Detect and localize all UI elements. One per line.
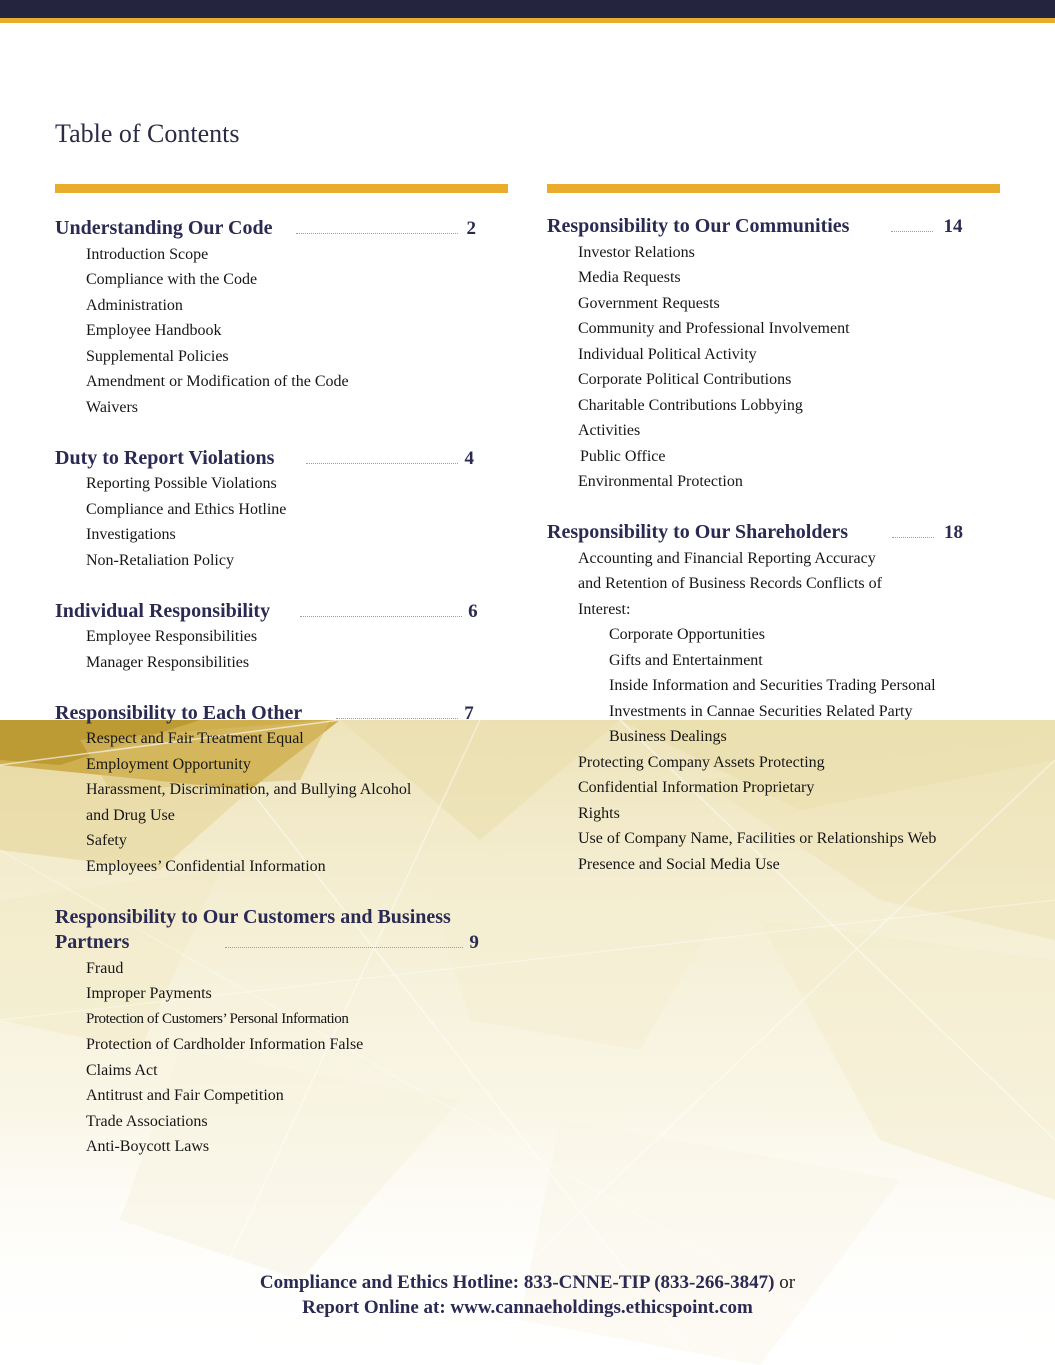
- section-page-number: 6: [468, 600, 478, 622]
- toc-item[interactable]: Compliance with the Code: [86, 271, 258, 288]
- toc-item[interactable]: Introduction Scope: [86, 245, 209, 263]
- toc-item[interactable]: Improper Payments: [86, 985, 212, 1002]
- toc-item[interactable]: Government Requests: [578, 294, 720, 312]
- toc-item[interactable]: Individual Political Activity: [578, 345, 757, 363]
- toc-item[interactable]: Reporting Possible Violations: [86, 475, 277, 492]
- section-page-number: 2: [466, 218, 476, 239]
- toc-section-duty-to-report: [55, 446, 485, 574]
- online-report-link[interactable]: Report Online at: www.cannaeholdings.ethicspoint.com: [302, 1297, 753, 1318]
- toc-item[interactable]: Use of Company Name, Facilities or Relationships Web: [578, 830, 937, 847]
- section-title[interactable]: Responsibility to Our Communities: [547, 215, 850, 237]
- toc-item[interactable]: Public Office: [580, 447, 666, 465]
- toc-item[interactable]: Corporate Political Contributions: [578, 371, 792, 388]
- toc-section-each-other: [55, 701, 485, 880]
- toc-item[interactable]: Rights: [578, 804, 620, 822]
- toc-item[interactable]: Non-Retaliation Policy: [86, 551, 234, 569]
- toc-subitem[interactable]: Corporate Opportunities: [609, 626, 765, 643]
- section-title[interactable]: Responsibility to Our Shareholders: [547, 521, 848, 543]
- toc-item[interactable]: Investigations: [86, 526, 176, 543]
- toc-section-individual-responsibility: [55, 599, 485, 676]
- toc-item[interactable]: Trade Associations: [86, 1112, 208, 1130]
- toc-item[interactable]: Environmental Protection: [578, 473, 743, 490]
- section-title[interactable]: Responsibility to Our Customers and Business: [55, 905, 451, 928]
- toc-section-shareholders: [547, 520, 977, 877]
- toc-item[interactable]: Claims Act: [86, 1061, 158, 1079]
- toc-item[interactable]: Charitable Contributions Lobbying: [578, 396, 803, 414]
- hotline-line: [0, 1270, 1055, 1295]
- toc-item[interactable]: Community and Professional Involvement: [578, 320, 850, 337]
- toc-section-heading[interactable]: [547, 214, 977, 240]
- toc-section-heading[interactable]: [55, 701, 485, 727]
- toc-item[interactable]: Investor Relations: [578, 243, 695, 261]
- toc-section-heading[interactable]: [55, 905, 485, 931]
- toc-item[interactable]: Respect and Fair Treatment Equal: [86, 730, 304, 747]
- toc-section-heading[interactable]: [55, 216, 485, 242]
- toc-item[interactable]: Activities: [578, 422, 641, 439]
- toc-right-column: [547, 214, 977, 903]
- section-page-number: 14: [943, 216, 963, 237]
- toc-item[interactable]: Protection of Customers’ Personal Information: [86, 1010, 349, 1027]
- toc-item[interactable]: Presence and Social Media Use: [578, 855, 780, 873]
- toc-section-heading[interactable]: [55, 599, 485, 625]
- toc-subitem[interactable]: Gifts and Entertainment: [609, 651, 763, 669]
- left-gold-rule: [55, 184, 508, 193]
- section-page-number: 9: [469, 932, 479, 953]
- or-text: or: [779, 1272, 796, 1293]
- section-title[interactable]: Duty to Report Violations: [55, 446, 275, 469]
- toc-item[interactable]: Fraud: [86, 959, 124, 977]
- toc-section-customers-partners: [55, 905, 485, 1160]
- toc-item[interactable]: Amendment or Modification of the Code: [86, 373, 349, 390]
- toc-item[interactable]: Employment Opportunity: [86, 755, 251, 773]
- page-title: Table of Contents: [55, 119, 240, 148]
- toc-subitem[interactable]: Inside Information and Securities Trading Personal: [609, 677, 936, 694]
- toc-item[interactable]: Protection of Cardholder Information False: [86, 1036, 364, 1053]
- toc-section-communities: [547, 214, 977, 495]
- dot-leader: [300, 616, 462, 617]
- section-page-number: 4: [464, 447, 474, 469]
- toc-item[interactable]: Administration: [86, 296, 183, 314]
- toc-item[interactable]: Safety: [86, 832, 127, 849]
- toc-item[interactable]: Interest:: [578, 600, 631, 618]
- toc-item[interactable]: Compliance and Ethics Hotline: [86, 500, 287, 518]
- toc-item[interactable]: Media Requests: [578, 269, 681, 286]
- dot-leader: [336, 718, 458, 719]
- toc-section-heading[interactable]: [55, 446, 485, 472]
- online-line: [0, 1295, 1055, 1320]
- section-page-number: 18: [943, 522, 963, 543]
- toc-item[interactable]: Employee Responsibilities: [86, 628, 258, 645]
- toc-item[interactable]: Accounting and Financial Reporting Accuracy: [578, 549, 876, 567]
- dot-leader: [296, 233, 458, 234]
- toc-subitem[interactable]: Business Dealings: [609, 728, 727, 745]
- section-page-number: 7: [464, 702, 474, 724]
- toc-item[interactable]: Waivers: [86, 398, 139, 416]
- toc-item[interactable]: Confidential Information Proprietary: [578, 779, 815, 796]
- dot-leader: [891, 231, 933, 232]
- dot-leader: [892, 537, 934, 538]
- toc-item[interactable]: Employees’ Confidential Information: [86, 857, 326, 875]
- toc-section-heading[interactable]: [547, 520, 977, 546]
- section-title[interactable]: Responsibility to Each Other: [55, 701, 303, 724]
- section-title[interactable]: Understanding Our Code: [55, 217, 273, 239]
- section-title[interactable]: Individual Responsibility: [55, 599, 271, 622]
- toc-subitem[interactable]: Investments in Cannae Securities Related Party: [609, 702, 913, 720]
- toc-item[interactable]: Harassment, Discrimination, and Bullying Alcohol: [86, 781, 412, 798]
- toc-section-understanding-our-code: [55, 216, 485, 420]
- toc-left-column: [55, 216, 485, 1185]
- hotline-text: Compliance and Ethics Hotline: 833-CNNE-TIP (833-266-3847): [259, 1272, 775, 1293]
- toc-item[interactable]: and Drug Use: [86, 806, 175, 824]
- toc-item[interactable]: Anti-Boycott Laws: [86, 1138, 210, 1155]
- section-title[interactable]: Partners: [55, 931, 130, 953]
- toc-item[interactable]: Antitrust and Fair Competition: [86, 1087, 284, 1104]
- toc-item[interactable]: Supplemental Policies: [86, 347, 229, 365]
- top-gold-stripe: [0, 18, 1055, 23]
- footer-contact: [0, 1270, 1055, 1320]
- toc-section-heading-cont[interactable]: [55, 930, 485, 956]
- toc-item[interactable]: Employee Handbook: [86, 322, 222, 339]
- toc-item[interactable]: and Retention of Business Records Conflicts of: [578, 575, 882, 592]
- dot-leader: [306, 463, 458, 464]
- toc-item[interactable]: Protecting Company Assets Protecting: [578, 753, 825, 771]
- dot-leader: [225, 947, 463, 948]
- top-navy-bar: [0, 0, 1055, 18]
- right-gold-rule: [547, 184, 1000, 193]
- toc-item[interactable]: Manager Responsibilities: [86, 653, 250, 671]
